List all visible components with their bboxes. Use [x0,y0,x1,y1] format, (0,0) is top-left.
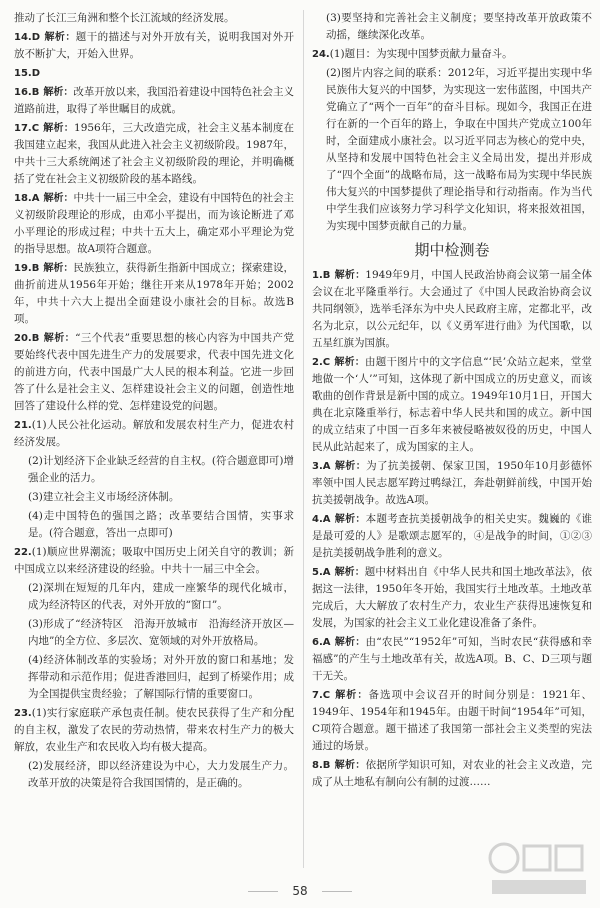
answer-text: 题干的描述与对外开放有关，说明我国对外开放不断扩大，开始入世界。 [14,31,295,60]
answer-entry [14,120,294,188]
answer-entry [14,417,294,451]
answer-entry [14,84,294,118]
analysis-label: 解析： [334,357,366,368]
analysis-label: 解析： [43,193,74,204]
answer-text: (2)图片内容之间的联系：2012年，习近平提出实现中华民族伟大复兴的中国梦，为实现这一宏伟蓝图，中国共产党确立了“两个一百年”的奋斗目标。现如今，我国正在进行在新的一个百年的路上，争取在中国共产党成立100年时，全面建成小康社会。以习近平同志为核心的党中央，从坚持和发展中国特色社会主义全局出发，提出并形成了“四个全面”的战略布局，这一战略布局为实现中华民族伟大复兴的中国梦提供了理论指导和行动指南。作为当代中学生我们应该努力学习科学文化知识，将来报效祖国，为实现中国梦贡献自己的力量。 [326,67,592,232]
section-title: 期中检测卷 [414,241,490,259]
question-number: 19.B [14,263,40,274]
answer-entry [14,260,294,328]
answer-text: 题中材料出自《中华人民共和国土地改革法》，依据这一法律，1950年冬开始，我国实行土地改革。土地改革完成后，大大解放了农村生产力，农业生产获得迅速恢复和发展，为国家的社会主义工业化建设准备了条件。 [312,566,593,629]
answer-text: 本题考查抗美援朝战争的相关史实。魏巍的《谁是最可爱的人》是歌颂志愿军的，④是战争的时间，①②③是抗美援朝战争胜利的意义。 [312,513,593,559]
analysis-label: 解析： [334,514,366,525]
answer-entry [312,267,592,352]
answer-text: 备选项中会议召开的时间分别是：1921年、1949年、1954年和1945年。由题干时间“1954年”可知，C项符合题意。题干描述了我国第一部社会主义类型的宪法通过的场景。 [312,689,592,752]
answer-text: (1)实行家庭联产承包责任制。使农民获得了生产和分配的自主权，激发了农民的劳动热情，带来农村生产力的极大解放，农业生产和农民收入均有极大提高。 [14,707,294,753]
answer-entry [14,580,294,614]
answer-entry [14,616,294,650]
question-number: 8.B [312,760,331,771]
answer-entry [312,634,592,685]
question-number: 4.A [312,514,331,525]
answer-text: 由题干图片中的文字信息“‘民’众站立起来，堂堂地做一个‘人’”可知，这体现了新中国成立的历史意义，而该歌曲的创作背景是新中国的成立。1949年10月1日，开国大典在北京隆重举行，标志着中华人民共和国的成立。新中国的成立结束了中国一百多年来被侵略被奴役的历史，中国人民从此站起来了，成为国家的主人。 [312,356,592,453]
question-number: 1.B [312,270,331,281]
answer-text: 中共十一届三中全会，建设有中国特色的社会主义初级阶段理论的形成，由邓小平提出，而为该论断进了邓小平理论的形成过程；中共十五大上，确定邓小平理论为党的指导思想。故A项符合题意。 [14,192,295,255]
answer-entry [14,758,294,792]
answer-text: “三个代表”重要思想的核心内容为中国共产党要始终代表中国先进生产力的发展要求，代表中国先进文化的前进方向，代表中国最广大人民的根本利益。它进一步回答了什么是社会主义、怎样建设社会主义的问题，创造性地回答了建设什么样的党、怎样建设党的问题。 [14,332,294,412]
answer-entry [14,29,294,63]
answer-text: (4)经济体制改革的实验场；对外开放的窗口和基地；发挥带动和示范作用；促进香港回归，起到了桥梁作用；成为全国提供宝贵经验；了解国际行情的重要窗口。 [28,654,294,700]
answer-text: 1949年9月，中国人民政治协商会议第一届全体会议在北平隆重举行。大会通过了《中国人民政治协商会议共同纲领》，选举毛泽东为中央人民政府主席，定都北平，改名为北京，以公元纪年，以《义勇军进行曲》为代国歌，以五星红旗为国旗。 [312,269,592,349]
answer-text: (1)题目：为实现中国梦贡献力量奋斗。 [329,48,513,60]
question-number: 3.A [312,461,331,472]
answer-text: 由“农民”“1952年”可知，当时农民“获得感和幸福感”的产生与土地改革有关，故选A项。B、C、D三项与题干无关。 [312,636,593,682]
answer-text: 推动了长江三角洲和整个长江流域的经济发展。 [14,12,235,24]
answer-entry [312,65,592,235]
question-number: 18.A [14,193,40,204]
right-column [312,10,592,793]
analysis-label: 解析： [43,123,75,134]
answer-entry [14,508,294,542]
answer-text: 依据所学知识可知，对农业的社会主义改造，完成了从土地私有制向公有制的过渡…… [312,759,593,788]
answer-entry [14,10,294,27]
right-column-bottom [312,267,592,791]
question-number: 15.D [14,68,41,79]
answer-text: (4)走中国特色的强国之路；改革要结合国情，实事求是。(符合题意，答出一点即可) [28,510,294,539]
answer-entry [14,489,294,506]
answer-text: (3)要坚持和完善社会主义制度；要坚持改革开放政策不动摇，继续深化改革。 [326,12,592,41]
analysis-label: 解析： [43,263,74,274]
answer-text: 为了抗美援朝、保家卫国，1950年10月彭德怀率领中国人民志愿军跨过鸭绿江，奔赴朝鲜前线，中国开始抗美援朝战争。故选A项。 [312,460,592,506]
answer-entry [312,564,592,632]
question-number: 17.C [14,123,40,134]
question-number: 24. [312,49,330,60]
column-divider [303,10,304,868]
page-number-rule-right [322,891,352,892]
answer-text: (3)形成了“经济特区 沿海开放城市 沿海经济开放区—内地”的全方位、多层次、宽领域的对外开放格局。 [28,618,294,647]
answer-entry [14,652,294,703]
analysis-label: 解析： [334,461,367,472]
analysis-label: 解析： [44,32,76,43]
answer-entry [14,705,294,756]
answer-entry [312,354,592,456]
question-number: 22. [14,547,32,558]
answer-text: (2)发展经济，即以经济建设为中心，大力发展生产力。改革开放的决策是符合我国国情的，是正确的。 [28,760,294,789]
answer-entry [14,190,294,258]
answer-entry [312,687,592,755]
answer-text: 民族独立，获得新生指新中国成立；探索建设，曲折前进从1956年开始；继往开来从1978年开始；2002年，中共十六大上提出全面建设小康社会的目标。故选B项。 [14,262,295,325]
answer-text: (1)顺应世界潮流；吸取中国历史上闭关自守的教训；新中国成立以来经济建设的经验。中共十一届三中全会。 [14,546,294,575]
question-number: 23. [14,708,32,719]
question-number: 7.C [312,690,331,701]
answer-text: (2)深圳在短短的几年内，建成一座繁华的现代化城市，成为经济特区的代表，对外开放的“窗口”。 [28,582,294,611]
answer-text: 1956年，三大改造完成，社会主义基本制度在我国建立起来，我国从此进入社会主义初级阶段。1987年，中共十三大系统阐述了社会主义初级阶段的理论，并明确概括了党在社会主义初级阶段的基本路线。 [14,122,294,185]
analysis-label: 解析： [43,333,76,344]
answer-entry [14,65,294,82]
question-number: 5.A [312,567,331,578]
watermark-logo [484,838,594,902]
analysis-label: 解析： [334,760,366,771]
analysis-label: 解析： [43,87,74,98]
analysis-label: 解析： [334,567,365,578]
analysis-label: 解析： [334,637,366,648]
page-number: 58 [292,884,308,898]
answer-text: (2)计划经济下企业缺乏经营的自主权。(符合题意即可)增强企业的活力。 [28,455,294,484]
answer-entry [312,511,592,562]
analysis-label: 解析： [334,270,366,281]
answer-text: (1)人民公社化运动。解放和发展农村生产力，促进农村经济发展。 [14,419,294,448]
answer-entry [312,757,592,791]
question-number: 14.D [14,32,41,43]
answer-entry [14,453,294,487]
right-column-top [312,10,592,235]
analysis-label: 解析： [334,690,369,701]
watermark-icon [484,838,594,902]
answer-entry [14,330,294,415]
question-number: 2.C [312,357,331,368]
answer-entry [14,544,294,578]
question-number: 20.B [14,333,40,344]
answer-text: (3)建立社会主义市场经济体制。 [28,491,180,503]
question-number: 6.A [312,637,331,648]
question-number: 16.B [14,87,40,98]
answer-entry [312,458,592,509]
left-column [14,10,294,794]
answer-entry [312,46,592,63]
answer-text: 改革开放以来，我国沿着建设中国特色社会主义道路前进，取得了举世瞩目的成就。 [14,86,295,115]
question-number: 21. [14,420,32,431]
answer-entry [312,10,592,44]
